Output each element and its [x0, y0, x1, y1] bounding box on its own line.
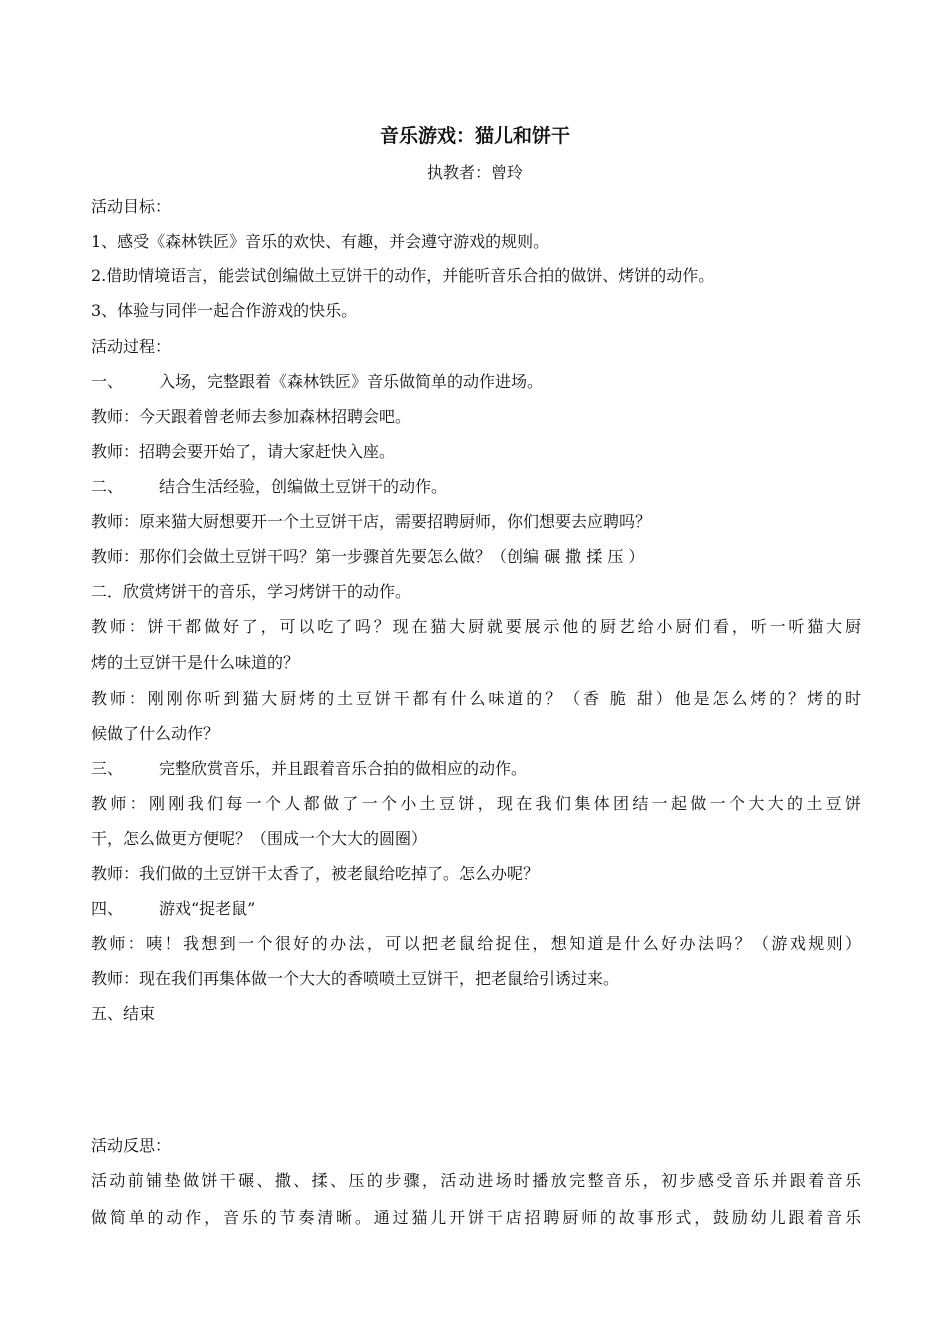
paragraph-line: 教师：原来猫大厨想要开一个土豆饼干店，需要招聘厨师，你们想要去应聘吗？: [91, 512, 652, 531]
paragraph-line: 教师：刚刚你听到猫大厨烤的土豆饼干都有什么味道的？（香 脆 甜）他是怎么烤的？烤的时: [91, 689, 861, 708]
paragraph-line: 烤的土豆饼干是什么味道的？: [91, 653, 300, 672]
step-2-number: 二、: [91, 477, 124, 496]
paragraph-line: 候做了什么动作？: [91, 724, 220, 743]
step-2-text: 结合生活经验，创编做土豆饼干的动作。: [159, 477, 448, 496]
paragraph-line: 教师：我们做的土豆饼干太香了，被老鼠给吃掉了。怎么办呢？: [91, 864, 540, 883]
author-line: 执教者：曾玲: [426, 163, 523, 182]
step-3: [91, 756, 861, 782]
paragraph-line: 教师：现在我们再集体做一个大大的香喷喷土豆饼干，把老鼠给引诱过来。: [91, 969, 620, 988]
step-5: 五、结束: [91, 1004, 156, 1023]
step-3-number: 三、: [91, 759, 124, 778]
paragraph-line: 教师：招聘会要开始了，请大家赶快入座。: [91, 442, 396, 461]
process-heading: 活动过程：: [91, 337, 172, 356]
paragraph-line: 教师：咦！我想到一个很好的办法，可以把老鼠给捉住，想知道是什么好办法吗？（游戏规则）: [91, 934, 861, 953]
reflection-heading: 活动反思：: [91, 1136, 172, 1155]
paragraph-line: 教师：那你们会做土豆饼干吗？第一步骤首先要怎么做？（创编 碾 撒 揉 压 ）: [91, 547, 645, 566]
paragraph-line: 干，怎么做更方便呢？（围成一个大大的圆圈）: [91, 829, 428, 848]
step-4-number: 四、: [91, 899, 124, 918]
document-title: 音乐游戏：猫儿和饼干: [379, 125, 570, 147]
goal-item-3: 3、体验与同伴一起合作游戏的快乐。: [91, 301, 358, 320]
step-1-text: 入场，完整跟着《森林铁匠》音乐做简单的动作进场。: [159, 372, 544, 391]
reflection-line: 活动前铺垫做饼干碾、撒、揉、压的步骤，活动进场时播放完整音乐，初步感受音乐并跟着音乐: [91, 1171, 861, 1190]
step-4-text: 游戏“捉老鼠”: [159, 899, 256, 918]
step-1-number: 一、: [91, 372, 124, 391]
paragraph-line: 教师：刚刚我们每一个人都做了一个小土豆饼，现在我们集体团结一起做一个大大的土豆饼: [91, 794, 861, 813]
paragraph-line: 教师：今天跟着曾老师去参加森林招聘会吧。: [91, 407, 412, 426]
goals-heading: 活动目标：: [91, 197, 172, 216]
step-3-text: 完整欣赏音乐，并且跟着音乐合拍的做相应的动作。: [159, 759, 528, 778]
step-1: [91, 369, 861, 395]
goal-item-1: 1、感受《森林铁匠》音乐的欢快、有趣，并会遵守游戏的规则。: [91, 232, 550, 251]
paragraph-line: 二．欣赏烤饼干的音乐，学习烤饼干的动作。: [91, 582, 412, 601]
step-4: [91, 896, 861, 922]
reflection-line: 做简单的动作，音乐的节奏清晰。通过猫儿开饼干店招聘厨师的故事形式，鼓励幼儿跟着音乐: [91, 1208, 861, 1227]
step-2: [91, 474, 861, 500]
goal-item-2: 2.借助情境语言，能尝试创编做土豆饼干的动作，并能听音乐合拍的做饼、烤饼的动作。: [91, 266, 715, 285]
paragraph-line: 教师：饼干都做好了，可以吃了吗？现在猫大厨就要展示他的厨艺给小厨们看，听一听猫大厨: [91, 617, 861, 636]
